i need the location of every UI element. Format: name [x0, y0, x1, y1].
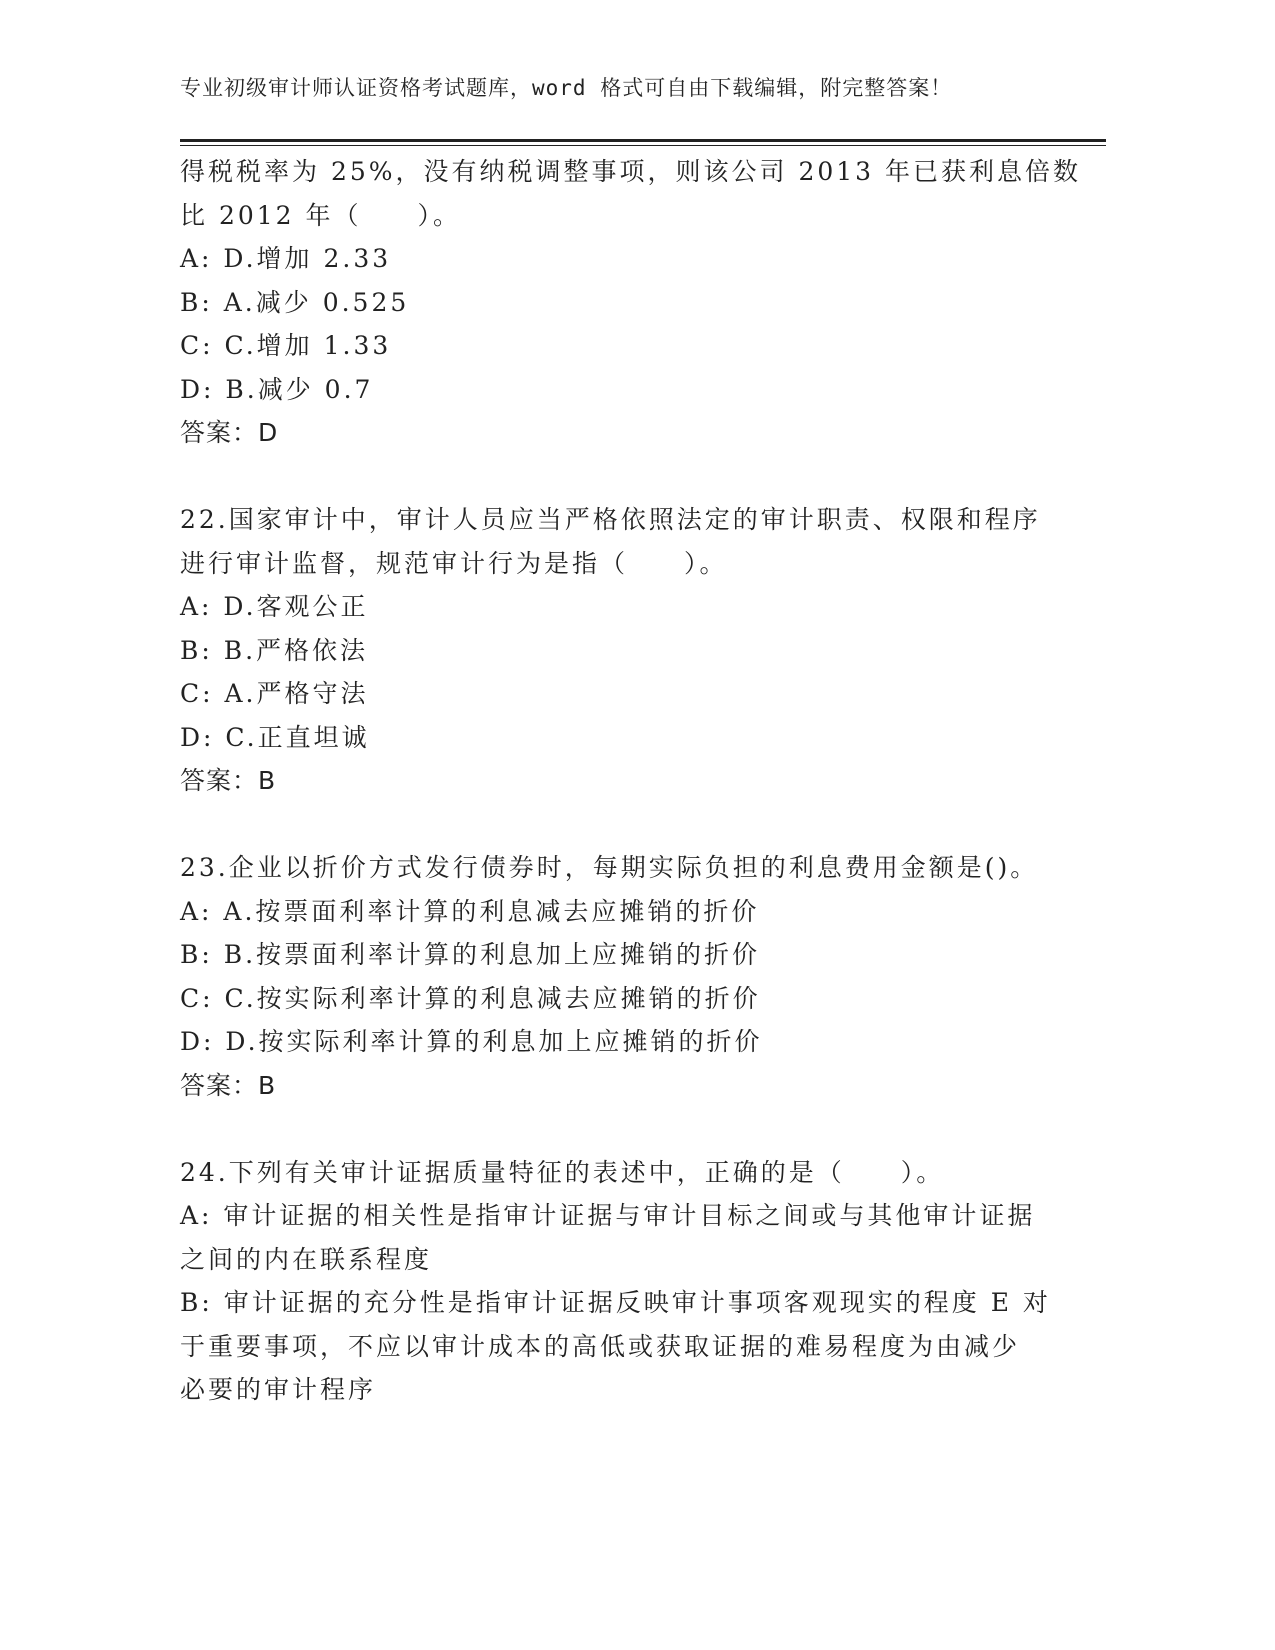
question-stem-line: 22.国家审计中，审计人员应当严格依照法定的审计职责、权限和程序: [180, 505, 1041, 534]
question-stem-line: 进行审计监督，规范审计行为是指（ ）。: [180, 548, 728, 578]
question-block: [180, 150, 1082, 455]
option-b: B: B.按票面利率计算的利息加上应摊销的折价: [180, 940, 761, 969]
question-block: [180, 498, 1040, 803]
answer-line: 答案：D: [180, 418, 279, 447]
question-stem-line: 得税税率为 25%，没有纳税调整事项，则该公司 2013 年已获利息倍数: [180, 157, 1082, 186]
option-c: C: A.严格守法: [180, 679, 369, 708]
option-a: A: A.按票面利率计算的利息减去应摊销的折价: [180, 896, 760, 926]
question-stem-line: 23.企业以折价方式发行债券时，每期实际负担的利息费用金额是()。: [180, 853, 1039, 882]
option-d: D: C.正直坦诚: [180, 722, 370, 752]
header-rule-thick: [180, 139, 1106, 142]
option-a: A: D.增加 2.33: [180, 244, 392, 273]
option-d: D: B.减少 0.7: [180, 374, 374, 404]
option-a-continued: 之间的内在联系程度: [180, 1244, 433, 1274]
page-header: 专业初级审计师认证资格考试题库，word 格式可自由下载编辑，附完整答案！: [180, 76, 953, 100]
option-c: C: C.按实际利率计算的利息减去应摊销的折价: [180, 983, 761, 1013]
question-block: [180, 846, 1040, 1107]
option-a: A: D.客观公正: [180, 592, 369, 621]
answer-line: 答案：B: [180, 766, 277, 795]
option-a: A: 审计证据的相关性是指审计证据与审计目标之间或与其他审计证据: [180, 1201, 1036, 1230]
option-c: C: C.增加 1.33: [180, 331, 392, 360]
option-b-continued: 于重要事项，不应以审计成本的高低或获取证据的难易程度为由减少: [180, 1331, 1021, 1361]
option-d: D: D.按实际利率计算的利息加上应摊销的折价: [180, 1027, 763, 1056]
question-list: [180, 150, 1082, 1412]
option-b: B: A.减少 0.525: [180, 287, 410, 317]
question-stem-line: 比 2012 年（ ）。: [180, 200, 462, 230]
option-b: B: 审计证据的充分性是指审计证据反映审计事项客观现实的程度 E 对: [180, 1288, 1051, 1317]
question-stem-line: 24.下列有关审计证据质量特征的表述中，正确的是（ ）。: [180, 1157, 945, 1187]
header-rule-thin: [180, 145, 1106, 146]
option-b-continued: 必要的审计程序: [180, 1375, 377, 1404]
option-b: B: B.严格依法: [180, 635, 369, 665]
question-block: [180, 1151, 1051, 1412]
answer-line: 答案：B: [180, 1070, 277, 1100]
